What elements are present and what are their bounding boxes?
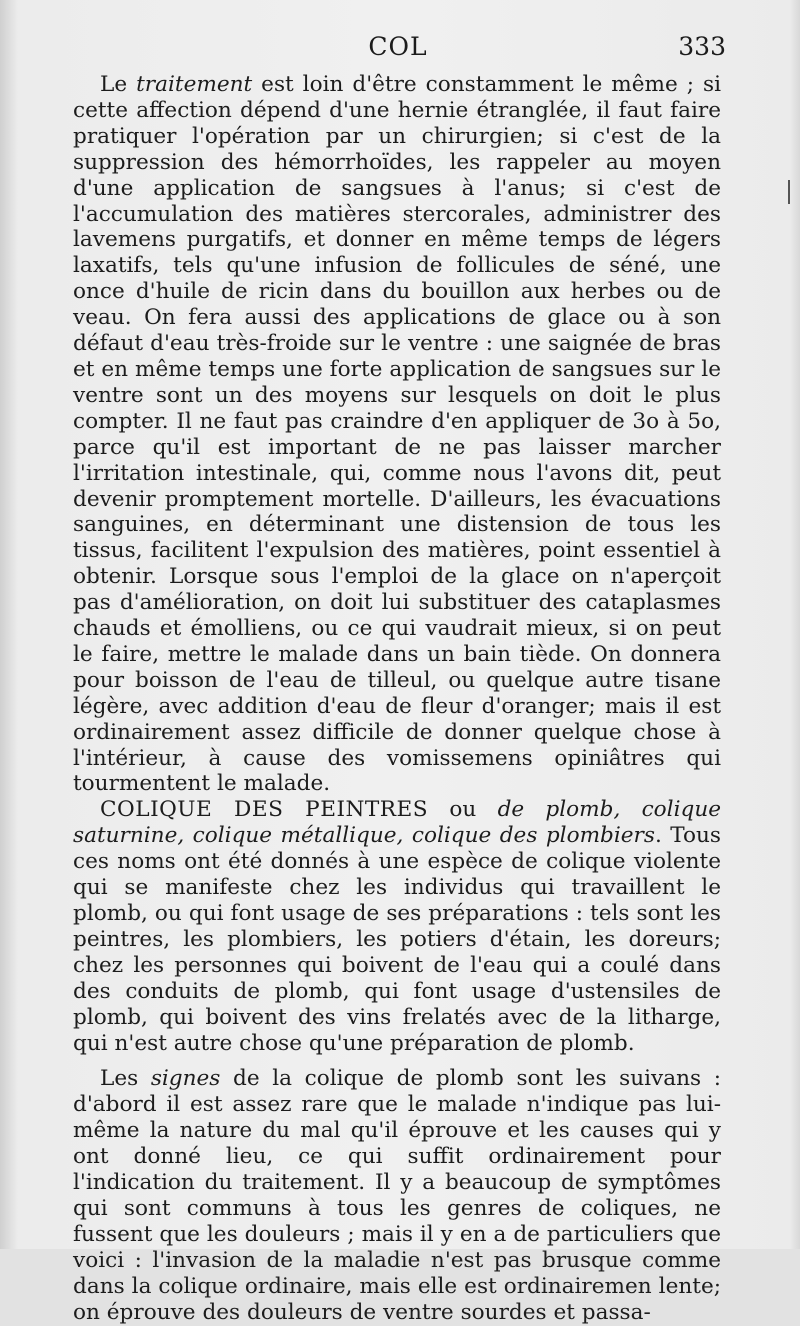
paragraph-start: Le (100, 72, 137, 97)
page-header (70, 32, 726, 62)
italic-term: traitement (136, 72, 253, 97)
entry-connector: ou (428, 797, 498, 823)
paragraph-entry-colique-des-peintres (73, 797, 721, 1056)
entry-synonyms: de plomb, colique saturnine, colique métallique, colique des plombiers (73, 797, 722, 849)
running-head: COL (368, 32, 428, 61)
paragraph-text: est loin d'être constamment le même ; si cette affection dépend d'une hernie étranglée, il faut faire pratiquer l'opération par un chirurgien; si c'est de la suppression des hémorrhoïdes, les rappeler au moyen d'une application de sangsues à l'anus; si c'est de l'accumulation des matières stercorales, administrer des lavemens purgatifs, et donner en même temps de légers laxatifs, tels qu'une infusion de follicules de séné, une once d'huile de ricin dans du bouillon aux herbes ou de veau. On fera aussi des applications de glace ou à son défaut d'eau très-froide sur le ventre : une saignée de bras et en même temps une forte application de sangsues sur le ventre sont un des moyens sur lesquels on doit le plus compter. Il ne faut pas craindre d'en appliquer de 3o à 5o, parce qu'il est important de ne pas laisser marcher l'irritation intestinale, qui, comme nous l'avons dit, peut devenir promptement mortelle. D'ailleurs, les évacuations sanguines, en déterminant une distension de tous les tissus, facilitent l'expulsion des matières, point essentiel à obtenir. Lorsque sous l'emploi de la glace on n'aperçoit pas d'amélioration, on doit lui substituer des cataplasmes chauds et émolliens, ou ce qui vaudrait mieux, si on peut le faire, mettre le malade dans un bain tiède. On donnera pour boisson de l'eau de tilleul, ou quelque autre tisane légère, avec addition d'eau de fleur d'oranger; mais il est ordinairement assez difficile de donner quelque chose à l'intérieur, à cause des vomissemens opiniâtres qui tourmentent le malade. (73, 72, 722, 797)
italic-term: signes (150, 1066, 221, 1092)
paragraph-treatment (73, 72, 721, 797)
paragraph-gap (73, 1056, 721, 1066)
paragraph-start: Les (100, 1066, 151, 1092)
paragraph-text: . Tous ces noms ont été donnés à une espèce de colique violente qui se manifeste chez les individus qui travaillent le plomb, ou qui font usage de ses préparations : tels sont les peintres, les plombiers, les potiers d'étain, les doreurs; chez les personnes qui boivent de l'eau qui a coulé dans des conduits de plomb, qui font usage d'ustensiles de plomb, qui boivent des vins frelatés avec de la litharge, qui n'est autre chose qu'une préparation de plomb. (73, 823, 721, 1056)
body-text (73, 72, 721, 1326)
page-edge-mark (788, 180, 790, 204)
entry-heading: COLIQUE DES PEINTRES (100, 797, 429, 823)
paragraph-signs (73, 1066, 721, 1325)
paragraph-text: de la colique de plomb sont les suivans : d'abord il est assez rare que le malade n'indique pas lui-même la nature du mal qu'il éprouve et les causes qui y ont donné lieu, ce qui suffit ordinairement pour l'indication du traitement. Il y a beaucoup de symptômes qui sont communs à tous les genres de coliques, ne fussent que les douleurs ; mais il y en a de particuliers que voici : l'invasion de la maladie n'est pas brusque comme dans la colique ordinaire, mais elle est ordinairemen lente; on éprouve des douleurs de ventre sourdes et passa- (73, 1066, 721, 1325)
page-number: 333 (678, 32, 726, 61)
